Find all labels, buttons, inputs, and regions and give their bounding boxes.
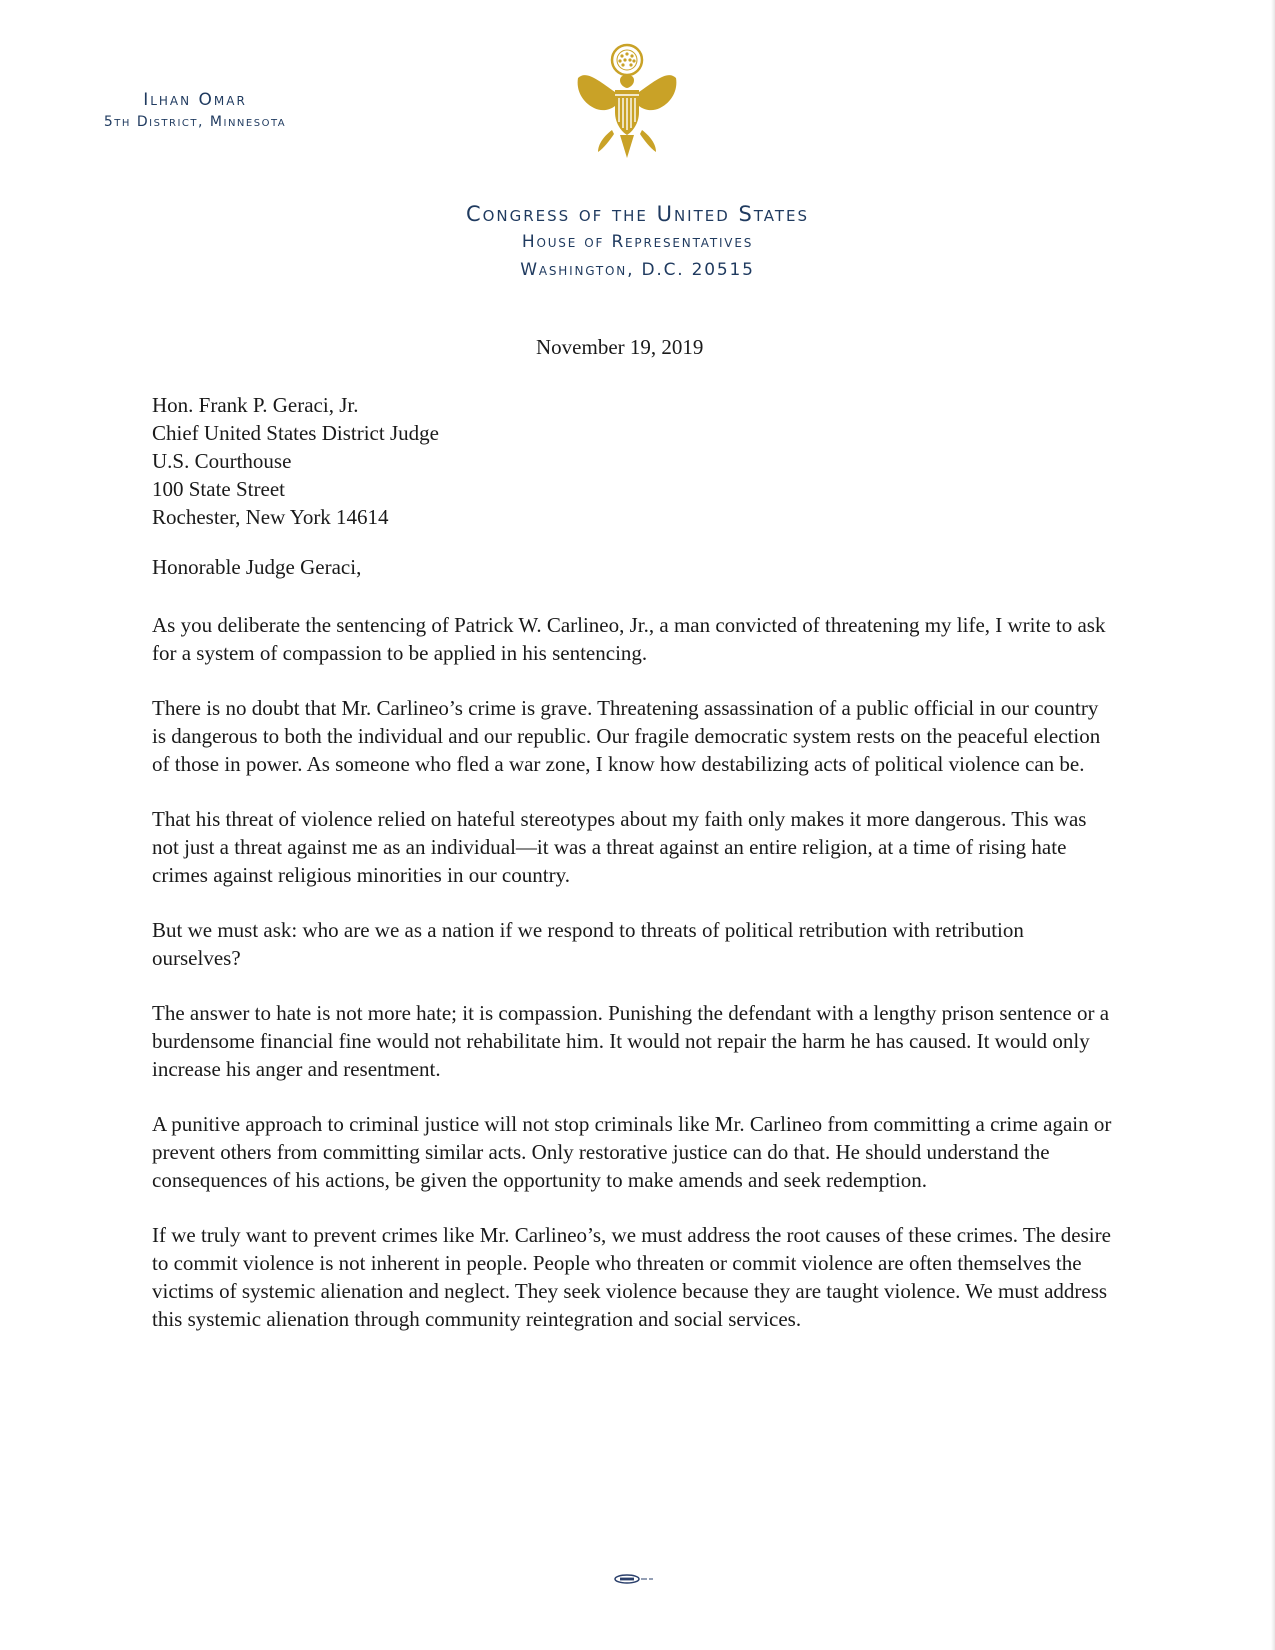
- member-district: 5th District, Minnesota: [103, 114, 287, 130]
- body-paragraph: The answer to hate is not more hate; it is compassion. Punishing the defendant with a lengthy prison sentence or a burdensome financial fine would not rehabilitate him. It would not repair the harm he has caused. It would only increase his anger and resentment.: [152, 1001, 1110, 1081]
- body-paragraph: But we must ask: who are we as a nation if we respond to threats of political retribution with retribution ourselves?: [152, 918, 1024, 970]
- letter-date: November 19, 2019: [536, 335, 704, 359]
- body-paragraph: A punitive approach to criminal justice will not stop criminals like Mr. Carlineo from committing a crime again or prevent others from committing similar acts. Only restorative justice can do that. He should understand the consequences of his actions, be given the opportunity to make amends and seek redemption.: [152, 1112, 1112, 1192]
- recipient-line: Hon. Frank P. Geraci, Jr.: [152, 393, 359, 417]
- body-paragraph: If we truly want to prevent crimes like Mr. Carlineo’s, we must address the root causes of these crimes. The desire to commit violence is not inherent in people. People who threaten or commit violence are often themselves the victims of systemic alienation and neglect. They seek violence because they are taught violence. We must address this systemic alienation through community reintegration and social services.: [152, 1223, 1111, 1331]
- salutation: Honorable Judge Geraci,: [152, 555, 362, 579]
- recipient-line: 100 State Street: [152, 477, 285, 501]
- letterhead-house: House of Representatives: [521, 232, 754, 252]
- letter-body: [152, 611, 1112, 1360]
- letterhead-address: Washington, D.C. 20515: [520, 260, 755, 280]
- eagle-seal-icon: [568, 40, 686, 166]
- scan-edge: [1271, 0, 1275, 1650]
- recipient-line: Rochester, New York 14614: [152, 505, 389, 529]
- body-paragraph: There is no doubt that Mr. Carlineo’s crime is grave. Threatening assassination of a public official in our country is dangerous to both the individual and our republic. Our fragile democratic system rests on the peaceful election of those in power. As someone who fled a war zone, I know how destabilizing acts of political violence can be.: [152, 696, 1101, 776]
- letterhead: [370, 202, 905, 280]
- recipient-line: U.S. Courthouse: [152, 449, 292, 473]
- body-paragraph: That his threat of violence relied on hateful stereotypes about my faith only makes it more dangerous. This was not just a threat against me as an individual—it was a threat against an entire religion, at a time of rising hate crimes against religious minorities in our country.: [152, 807, 1087, 887]
- member-block: [60, 90, 330, 130]
- body-paragraph: As you deliberate the sentencing of Patrick W. Carlineo, Jr., a man convicted of threatening my life, I write to ask for a system of compassion to be applied in his sentencing.: [152, 613, 1106, 665]
- recipient-address: [152, 391, 439, 531]
- union-label-icon: [610, 1574, 656, 1584]
- member-name: Ilhan Omar: [143, 90, 247, 110]
- letterhead-congress: Congress of the United States: [465, 202, 810, 226]
- recipient-line: Chief United States District Judge: [152, 421, 439, 445]
